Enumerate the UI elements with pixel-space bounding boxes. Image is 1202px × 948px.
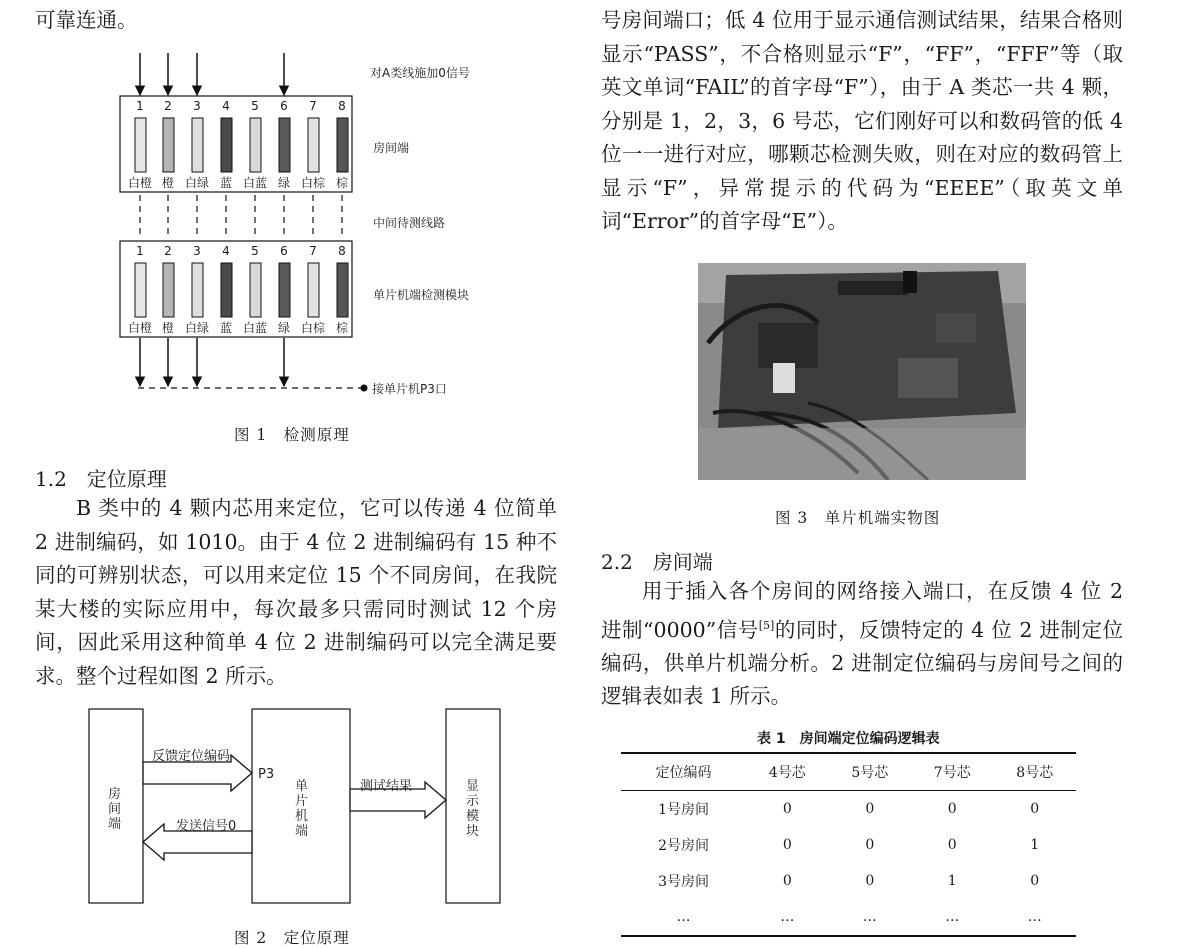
figure-2 [86,705,506,910]
wire-color-label-top-7: 白棕 [300,176,325,190]
pin-number-top-7: 7 [309,99,317,113]
pin-number-bottom-4: 4 [222,244,230,258]
right-paragraph-1: 号房间端口；低 4 位用于显示通信测试结果，结果合格则显示“PASS”，不合格则显示“F”，“FF”，“FFF”等（取英文单词“FAIL”的首字母“F”），由于 A 类芯一共 4 颗，分别是 1，2，3，6 号芯，它们刚好可以和数码管的低 4 位一一进行对应，哪颗芯检测失败，则在对应的数码管上显示“F”，异常提示的代码为“EEEE”（取英文单词“Error”的首字母“E”）。 [601,8,1123,233]
fig1-p3-label: 接单片机P3口 [372,382,447,396]
table-1-title: 表 1 房间端定位编码逻辑表 [757,731,940,747]
table-cell: … [945,909,960,925]
fig2-room-label: 房间端 [108,787,122,832]
wire-bottom-8 [337,263,348,317]
table-cell: … [1027,909,1042,925]
fig1-mcu-label: 单片机端检测模块 [373,288,470,302]
pin-number-top-4: 4 [222,99,230,113]
wire-color-label-bottom-1: 白橙 [127,321,152,335]
pin-number-bottom-1: 1 [136,244,144,258]
table-cell: 0 [782,873,792,889]
reference-5[interactable]: [5] [758,618,775,632]
fig1-room-label: 房间端 [373,141,410,155]
pin-number-bottom-8: 8 [338,244,346,258]
table-cell: 0 [782,837,792,853]
mcu-board-photo [698,263,1026,480]
middle-dashed-lines [140,195,342,239]
section-2-2-paragraph [601,575,1123,714]
table-cell: … [780,909,795,925]
wire-bottom-6 [279,263,290,317]
fig3-caption: 图 3 单片机端实物图 [775,509,941,527]
table-row [621,863,1076,899]
section-1-2-paragraph: B 类中的 4 颗内芯用来定位，它可以传递 4 位简单 2 进制编码，如 1010。由于 4 位 2 进制编码有 15 种不同的可辨别状态，可以用来定位 15 个不同房间，在我院某大楼的实际应用中，每次最多只需同时测试 12 个房间，因此采用这种简单 4 位 2 进制编码可以完全满足要求。整个过程如图 2 所示。 [35,496,557,688]
table-row [621,899,1076,936]
table-header-cell: 8号芯 [1016,765,1054,781]
fig2-caption: 图 2 定位原理 [234,929,350,947]
pin-number-top-3: 3 [193,99,201,113]
wire-bottom-3 [192,263,203,317]
table-cell: 1号房间 [658,802,709,818]
table-row [621,827,1076,863]
wire-top-7 [308,118,319,172]
fig2-p3-label: P3 [258,767,275,782]
pin-number-top-1: 1 [136,99,144,113]
wire-color-label-top-3: 白绿 [184,176,209,190]
pin-number-bottom-2: 2 [164,244,172,258]
table-cell: 3号房间 [658,874,709,890]
table-cell: 0 [865,801,875,817]
fig3-photo [698,263,1026,480]
wire-bottom-2 [163,263,174,317]
wire-color-label-top-6: 绿 [277,176,290,190]
figure-1 [110,48,580,418]
wire-top-2 [163,118,174,172]
table-header-cell: 定位编码 [655,765,712,781]
logic-table [621,752,1076,937]
fig2-mcu-label: 单片机端 [295,779,309,839]
section-2-2-heading: 2.2 房间端 [601,550,713,574]
table-cell: … [862,909,877,925]
fig2-send-label: 发送信号0 [176,819,237,834]
pin-number-bottom-3: 3 [193,244,201,258]
fig2-display-label: 显示模块 [466,779,480,839]
wire-color-label-bottom-5: 白蓝 [242,321,267,335]
fig1-middle-label: 中间待测线路 [373,216,446,230]
wire-bottom-7 [308,263,319,317]
wire-color-label-bottom-6: 绿 [277,321,290,335]
fig1-signal-label: 对A类线施加0信号 [370,66,470,80]
table-row [621,791,1076,828]
wire-color-label-bottom-4: 蓝 [219,321,232,335]
wire-top-4 [221,118,232,172]
wire-color-label-top-4: 蓝 [219,176,232,190]
table-cell: 0 [865,837,875,853]
table-cell: 0 [782,801,792,817]
para2-text-a: 用于插入各个房间的网络接入端口，在反馈 4 位 2 进制“0000”信号 [601,579,1123,642]
fig2-result-label: 测试结果 [360,779,413,794]
table-header-cell: 5号芯 [851,765,889,781]
table-cell: 2号房间 [658,838,709,854]
para2-text-b: 的同时，反馈特定的 4 位 2 进制定位编码，供单片机端分析。2 进制定位编码与房间号之间的逻辑表如表 1 所示。 [601,617,1123,709]
fig1-caption: 图 1 检测原理 [234,426,350,444]
p3-connector-dot [361,385,368,392]
wire-top-1 [135,118,146,172]
wire-bottom-5 [250,263,261,317]
wire-top-6 [279,118,290,172]
table-header-row [621,753,1076,791]
table-cell: 0 [947,837,957,853]
table-cell: … [676,909,691,925]
pin-number-top-8: 8 [338,99,346,113]
section-1-2-heading: 1.2 定位原理 [35,467,167,491]
pin-number-bottom-5: 5 [251,244,259,258]
wire-color-label-bottom-7: 白棕 [300,321,325,335]
pin-number-bottom-6: 6 [280,244,288,258]
wire-color-label-top-2: 橙 [161,176,174,190]
wire-color-label-bottom-2: 橙 [161,321,174,335]
wire-color-label-top-1: 白橙 [127,176,152,190]
table-cell: 0 [947,801,957,817]
pin-number-top-6: 6 [280,99,288,113]
pin-number-top-2: 2 [164,99,172,113]
table-cell: 0 [1030,873,1040,889]
pin-number-top-5: 5 [251,99,259,113]
table-cell: 1 [1030,837,1040,853]
table-1 [621,752,1076,937]
wire-bottom-4 [221,263,232,317]
wire-color-label-bottom-3: 白绿 [184,321,209,335]
left-top-line: 可靠连通。 [35,8,138,32]
table-cell: 0 [1030,801,1040,817]
wire-color-label-bottom-8: 棕 [335,321,348,335]
table-header-cell: 4号芯 [768,765,806,781]
wire-color-label-top-8: 棕 [335,176,348,190]
table-cell: 0 [865,873,875,889]
table-cell: 1 [947,873,957,889]
wire-top-5 [250,118,261,172]
wire-bottom-1 [135,263,146,317]
wire-color-label-top-5: 白蓝 [242,176,267,190]
pin-number-bottom-7: 7 [309,244,317,258]
table-header-cell: 7号芯 [933,765,971,781]
fig2-feedback-label: 反馈定位编码 [152,749,231,764]
wire-top-8 [337,118,348,172]
wire-top-3 [192,118,203,172]
